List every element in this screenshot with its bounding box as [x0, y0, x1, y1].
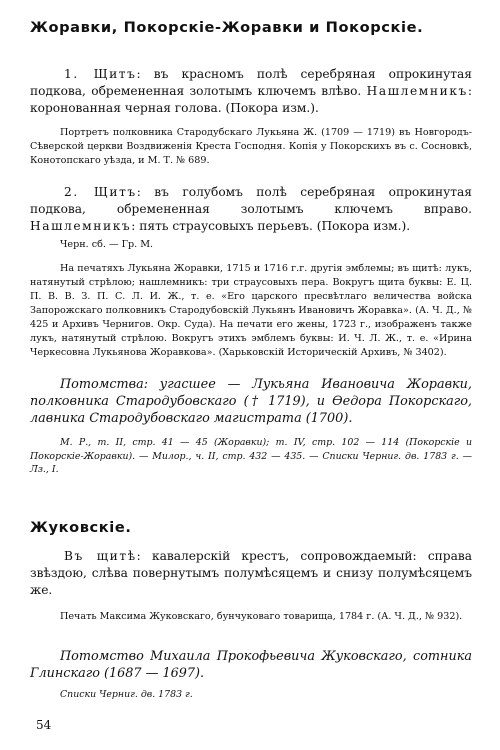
shield-1-description: [30, 66, 472, 117]
page-number: 54: [36, 718, 52, 732]
shield-1-crest-text: : коронованная черная голова. (Покора изм.).: [30, 84, 472, 115]
shield-1-text: : въ красномъ полѣ серебряная опрокинутая подкова, обремененная золотымъ ключемъ влѣво.: [30, 67, 472, 98]
shield-2-crest-label: Нашлемникъ: [30, 219, 132, 233]
shield-3-prefix: Въ щитѣ: [64, 549, 137, 563]
section-heading-zhoravki: Жоравки, Покорскіе-Жоравки и Покорскіе.: [30, 19, 424, 36]
portrait-note: Портретъ полковника Стародубскаго Лукьяна Ж. (1709 — 1719) въ Новгородъ-Сѣверской церкви Воздвиженія Креста Господня. Копія у Покорскихъ въ с. Сосновкѣ, Конотопскаго уѣзда, и М. Т. № 689.: [30, 127, 472, 166]
descent-zhukovskie: Потомство Михаила Прокофьевича Жуковскаго, сотника Глинскаго (1687 — 1697).: [30, 649, 472, 681]
descent-zhoravki: Потомства: угасшее — Лукьяна Ивановича Жоравки, полковника Стародубовскаго († 1719), и Ѳедора Покорскаго, лавника Стародубовскаго магистрата (1700).: [30, 377, 472, 426]
seal-note-zhukovsky: Печать Максима Жуковскаго, бунчуковаго товарища, 1784 г. (А. Ч. Д., № 932).: [60, 611, 463, 622]
shield-3-description: [30, 548, 472, 599]
references-zhoravki: М. Р., т. II, стр. 41 — 45 (Жоравки); т. IV, стр. 102 — 114 (Покорскіе и Покорскіе-Жоравки). — Милор., ч. II, стр. 432 — 435. — Списки Черниг. дв. 1783 г. — Лз., I.: [30, 437, 472, 475]
shield-2-text: : въ голубомъ полѣ серебряная опрокинутая подкова, обремененная золотымъ ключемъ вправо.: [30, 185, 472, 216]
shield-2-description: [30, 184, 472, 235]
shield-1-label: 1. Щитъ: [64, 67, 137, 81]
section-heading-zhukovskie: Жуковскіе.: [30, 519, 132, 536]
shield-2-source: Черн. сб. — Гр. М.: [60, 239, 154, 250]
shield-2-label: 2. Щитъ: [64, 185, 137, 199]
references-zhukovskie: Списки Черниг. дв. 1783 г.: [60, 689, 193, 700]
seal-note: На печатяхъ Лукьяна Жоравки, 1715 и 1716 г.г. другія эмблемы; въ щитѣ: лукъ, натянутый стрѣлою; нашлемникъ: три страусовыхъ пера. Вокругъ щита буквы: Е. Ц. П. В. В. З. П. С. Л. И. Ж., т. е. «Его царского пресвѣтлаго величества войска Запорожскаго полковникъ Стародубовскій Лукьянъ Ивановичъ Жоравка». (А. Ч. Д., № 425 и Архивъ Чернигов. Окр. Суда). На печати его жены, 1723 г., изображенъ также лукъ, натянутый стрѣлою. Вокругъ этихъ эмблемъ буквы: И. Ч. Л. Ж., т. е. «Ирина Черкесовна Лукьянова Жоравкова». (Харьковскій Историческій Архивъ, № 3402).: [30, 263, 472, 358]
shield-2-crest-text: : пять страусовыхъ перьевъ. (Покора изм.).: [131, 219, 411, 233]
shield-3-text: : кавалерскій крестъ, сопровождаемый: справа звѣздою, слѣва повернутымъ полумѣсяцемъ и снизу полумѣсяцемъ же.: [30, 549, 472, 597]
shield-1-crest-label: Нашлемникъ: [366, 84, 468, 98]
